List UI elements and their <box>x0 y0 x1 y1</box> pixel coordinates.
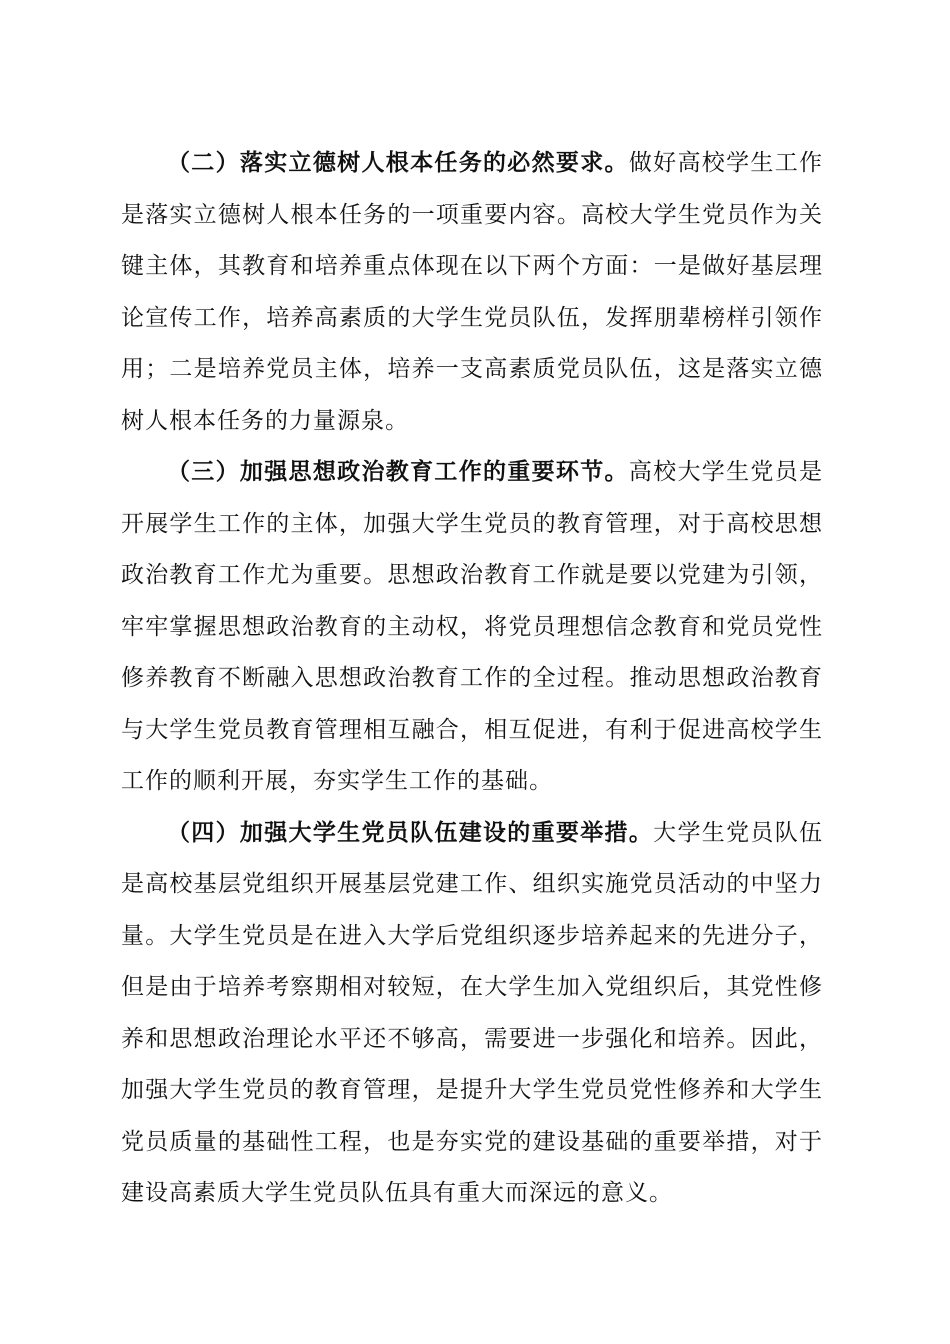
paragraph-section-3 <box>121 447 823 808</box>
section-heading-3: （三）加强思想政治教育工作的重要环节。 <box>167 459 629 485</box>
paragraph-text-2: 做好高校学生工作是落实立德树人根本任务的一项重要内容。高校大学生党员作为关键主体，其教育和培养重点体现在以下两个方面：一是做好基层理论宣传工作，培养高素质的大学生党员队伍，发挥朋辈榜样引领作用；二是培养党员主体，培养一支高素质党员队伍，这是落实立德树人根本任务的力量源泉。 <box>121 150 824 434</box>
section-heading-2: （二）落实立德树人根本任务的必然要求。 <box>167 150 629 176</box>
paragraph-text-3: 高校大学生党员是开展学生工作的主体，加强大学生党员的教育管理，对于高校思想政治教育工作尤为重要。思想政治教育工作就是要以党建为引领，牢牢掌握思想政治教育的主动权，将党员理想信念教育和党员党性修养教育不断融入思想政治教育工作的全过程。推动思想政治教育与大学生党员教育管理相互融合，相互促进，有利于促进高校学生工作的顺利开展，夯实学生工作的基础。 <box>121 459 824 794</box>
paragraph-section-2 <box>121 138 823 447</box>
document-body <box>121 138 823 1220</box>
paragraph-section-4 <box>121 808 823 1220</box>
paragraph-text-4: 大学生党员队伍是高校基层党组织开展基层党建工作、组织实施党员活动的中坚力量。大学生党员是在进入大学后党组织逐步培养起来的先进分子，但是由于培养考察期相对较短，在大学生加入党组织后，其党性修养和思想政治理论水平还不够高，需要进一步强化和培养。因此，加强大学生党员的教育管理，是提升大学生党员党性修养和大学生党员质量的基础性工程，也是夯实党的建设基础的重要举措，对于建设高素质大学生党员队伍具有重大而深远的意义。 <box>121 819 824 1206</box>
section-heading-4: （四）加强大学生党员队伍建设的重要举措。 <box>167 819 654 846</box>
